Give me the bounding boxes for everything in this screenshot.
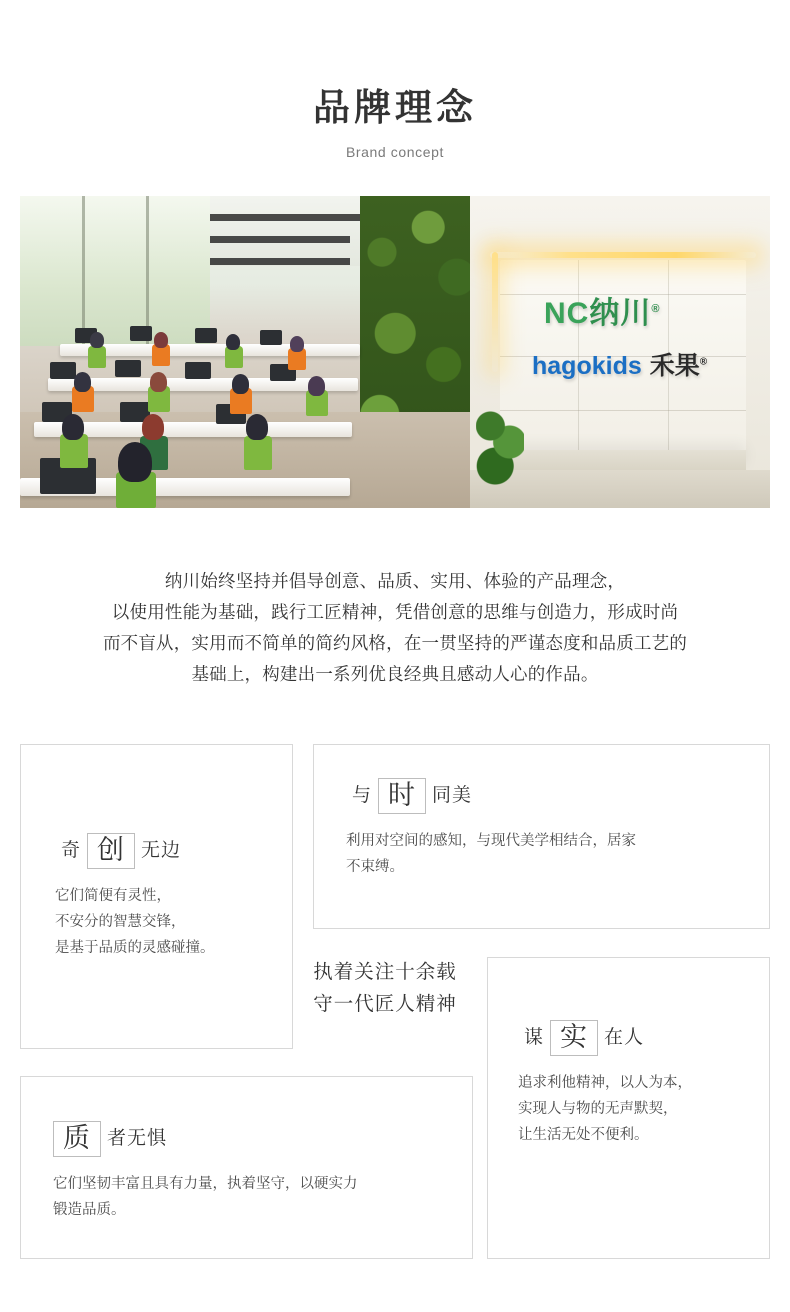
brand-logo-secondary [532,346,707,382]
brand-logo-primary [544,288,660,332]
card-creativity-heading-suffix: 无边 [141,839,182,861]
page-header [0,0,790,160]
card-creativity-heading-prefix: 奇 [61,839,82,861]
intro-line-4: 基础上，构建出一系列优良经典且感动人心的作品。 [191,664,599,685]
card-creativity-heading [55,833,292,869]
card-creativity-line-3: 是基于品质的灵感碰撞。 [55,940,215,957]
card-practicality-heading-suffix: 在人 [604,1026,645,1048]
card-fashion-body [346,828,769,880]
card-fashion-heading-suffix: 同美 [432,784,473,806]
card-creativity-line-1: 它们简便有灵性， [55,888,171,905]
brand-logo-secondary-cn: 禾果 [649,352,700,381]
brand-logo-primary-text: 纳川 [589,297,652,331]
card-fashion-heading [346,778,769,814]
card-quality-heading-suffix: 者无惧 [107,1127,168,1149]
card-creativity [20,744,293,1049]
photo-strip [20,196,770,508]
plant-decoration-icon [476,410,524,490]
center-slogan [285,956,485,1020]
card-fashion [313,744,770,929]
card-practicality-heading [518,1020,769,1056]
card-fashion-keyword: 时 [378,778,426,814]
card-fashion-heading-prefix: 与 [352,784,373,806]
brand-wall-photo [470,196,770,508]
card-quality [20,1076,473,1259]
card-practicality-line-3: 让生活无处不便利。 [518,1127,649,1144]
intro-paragraph [45,566,745,690]
page-subtitle: Brand concept [345,144,445,161]
card-fashion-line-2: 不束缚。 [346,859,404,876]
card-quality-line-1: 它们坚韧丰富且具有力量，执着坚守，以硬实力 [53,1176,358,1193]
registered-mark-icon: ® [651,303,661,316]
center-slogan-line-1: 执着关注十余载 [313,961,457,984]
card-practicality-keyword: 实 [550,1020,598,1056]
card-practicality-heading-prefix: 谋 [524,1026,545,1048]
card-practicality-line-2: 实现人与物的无声默契， [518,1101,678,1118]
brand-logo-secondary-en: hagokids [532,352,642,381]
intro-line-1: 纳川始终坚持并倡导创意、品质、实用、体验的产品理念， [164,571,626,592]
card-creativity-keyword: 创 [87,833,135,869]
card-quality-heading [53,1121,472,1157]
registered-mark-icon-2: ® [699,357,708,369]
card-creativity-line-2: 不安分的智慧交锋， [55,914,186,931]
card-quality-body [53,1171,472,1223]
card-fashion-line-1: 利用对空间的感知，与现代美学相结合，居家 [346,833,636,850]
center-slogan-line-2: 守一代匠人精神 [313,993,457,1016]
intro-line-2: 以使用性能为基础，践行工匠精神，凭借创意的思维与创造力，形成时尚 [111,602,679,623]
brand-logo-mark: NC [544,297,590,331]
intro-line-3: 而不盲从，实用而不简单的简约风格，在一贯坚持的严谨态度和品质工艺的 [102,633,688,654]
card-practicality-line-1: 追求利他精神，以人为本， [518,1075,692,1092]
card-practicality-body [518,1070,769,1148]
office-photo [20,196,470,508]
card-creativity-body [55,883,292,961]
card-quality-line-2: 锻造品质。 [53,1202,126,1219]
concept-cards [0,744,790,1259]
card-practicality [487,957,770,1259]
page-title: 品牌理念 [313,87,477,128]
card-quality-keyword: 质 [53,1121,101,1157]
